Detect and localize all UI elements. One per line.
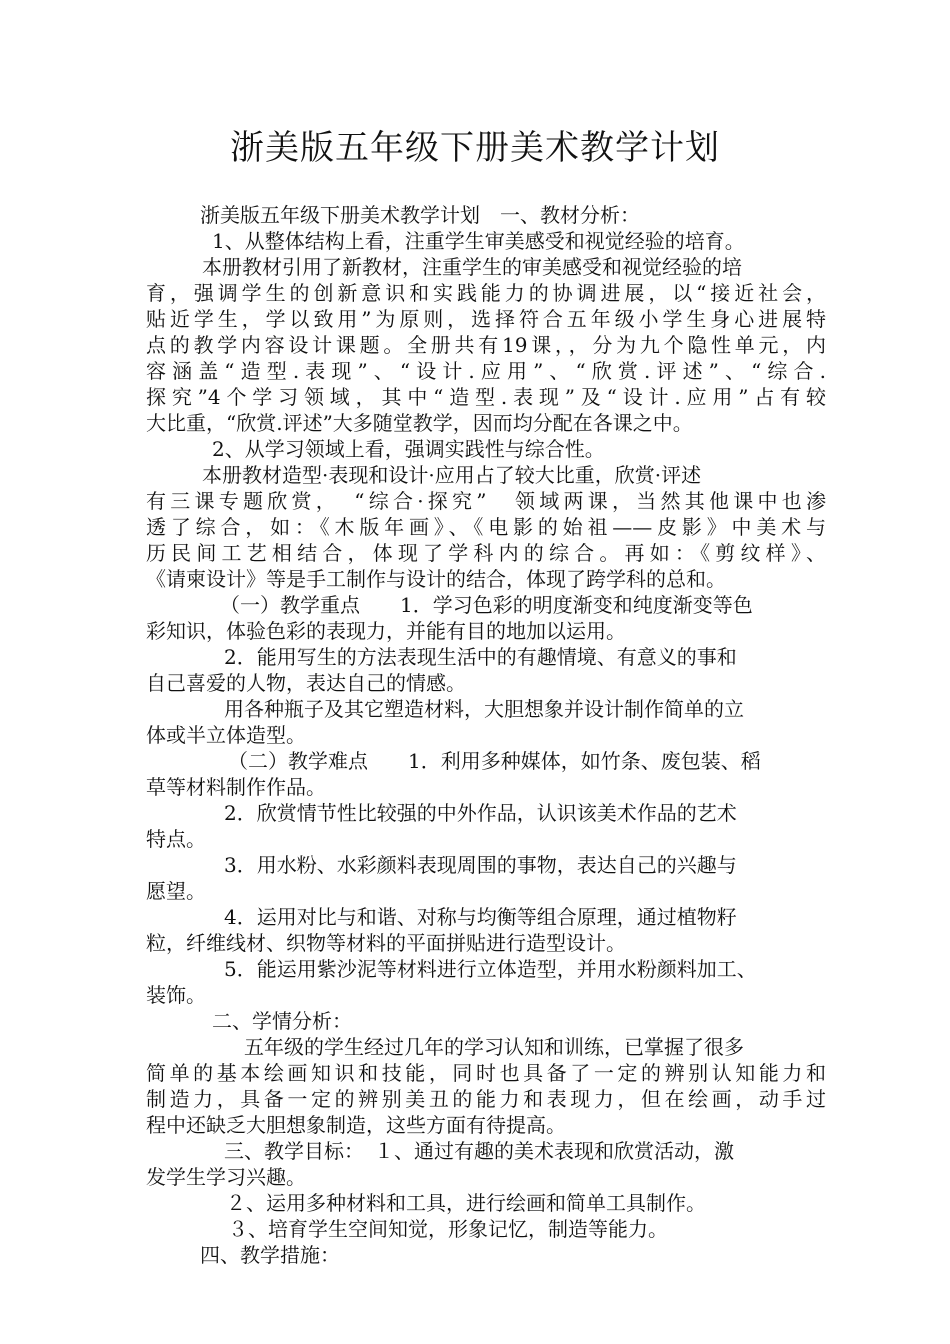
text-line: 草等材料制作作品。 <box>146 775 326 799</box>
text-line: 《请柬设计》等是手工制作与设计的结合，体现了跨学科的总和。 <box>146 567 726 591</box>
text-line: 三、教学目标： １、通过有趣的美术表现和欣赏活动，激 <box>224 1139 734 1163</box>
text-line: 五年级的学生经过几年的学习认知和训练，已掌握了很多 <box>244 1035 744 1059</box>
text-line: 四、教学措施： <box>200 1243 340 1267</box>
text-line: 特点。 <box>146 827 206 851</box>
text-line: 大比重，“欣赏.评述”大多随堂教学，因而均分配在各课之中。 <box>146 411 693 435</box>
text-line: 本册教材造型·表现和设计·应用占了较大比重，欣赏·评述 <box>202 463 702 487</box>
text-line: 彩知识，体验色彩的表现力，并能有目的地加以运用。 <box>146 619 626 643</box>
text-line: 育，强调学生的创新意识和实践能力的协调进展，以“接近社会， <box>146 281 826 305</box>
text-line: 1、从整体结构上看，注重学生审美感受和视觉经验的培育。 <box>212 229 745 253</box>
text-line: 简单的基本绘画知识和技能，同时也具备了一定的辨别认知能力和 <box>146 1061 826 1085</box>
text-line: 2、从学习领域上看，强调实践性与综合性。 <box>212 437 605 461</box>
text-line: 历民间工艺相结合，体现了学科内的综合。再如：《剪纹样》、 <box>146 541 826 565</box>
page-title: 浙美版五年级下册美术教学计划 <box>230 128 720 168</box>
text-line: 体或半立体造型。 <box>146 723 306 747</box>
text-line: 贴近学生，学以致用”为原则，选择符合五年级小学生身心进展特 <box>146 307 826 331</box>
text-line: 4．运用对比与和谐、对称与均衡等组合原理，通过植物籽 <box>224 905 737 929</box>
text-line: 制造力，具备一定的辨别美丑的能力和表现力，但在绘画，动手过 <box>146 1087 826 1111</box>
text-line: 2．能用写生的方法表现生活中的有趣情境、有意义的事和 <box>224 645 737 669</box>
text-line: 浙美版五年级下册美术教学计划 一、教材分析： <box>200 203 640 227</box>
text-line: 程中还缺乏大胆想象制造，这些方面有待提高。 <box>146 1113 566 1137</box>
text-line: ３、培育学生空间知觉，形象记忆，制造等能力。 <box>228 1217 668 1241</box>
text-line: （一）教学重点 1．学习色彩的明度渐变和纯度渐变等色 <box>220 593 753 617</box>
text-line: 有三课专题欣赏， “综合·探究” 领域两课，当然其他课中也渗 <box>146 489 826 513</box>
text-line: 容涵盖“造型.表现”、“设计.应用”、“欣赏.评述”、“综合. <box>146 359 826 383</box>
text-line: 自己喜爱的人物，表达自己的情感。 <box>146 671 466 695</box>
text-line: 透了综合，如：《木版年画》、《电影的始祖——皮影》中美术与 <box>146 515 826 539</box>
text-line: 点的教学内容设计课题。全册共有19课，，分为九个隐性单元，内 <box>146 333 826 357</box>
text-line: 粒，纤维线材、织物等材料的平面拼贴进行造型设计。 <box>146 931 626 955</box>
text-line: 2．欣赏情节性比较强的中外作品，认识该美术作品的艺术 <box>224 801 737 825</box>
text-line: （二）教学难点 1．利用多种媒体，如竹条、废包装、稻 <box>228 749 761 773</box>
text-line: 用各种瓶子及其它塑造材料，大胆想象并设计制作简单的立 <box>224 697 744 721</box>
text-line: 装饰。 <box>146 983 206 1007</box>
text-line: 本册教材引用了新教材，注重学生的审美感受和视觉经验的培 <box>202 255 742 279</box>
text-line: 二、学情分析： <box>212 1009 352 1033</box>
text-line: ２、运用多种材料和工具，进行绘画和简单工具制作。 <box>226 1191 706 1215</box>
text-line: 3．用水粉、水彩颜料表现周围的事物，表达自己的兴趣与 <box>224 853 737 877</box>
text-line: 愿望。 <box>146 879 206 903</box>
text-line: 发学生学习兴趣。 <box>146 1165 306 1189</box>
text-line: 探究”4个学习领域，其中“造型.表现”及“设计.应用”占有较 <box>146 385 826 409</box>
text-line: 5．能运用紫沙泥等材料进行立体造型，并用水粉颜料加工、 <box>224 957 757 981</box>
